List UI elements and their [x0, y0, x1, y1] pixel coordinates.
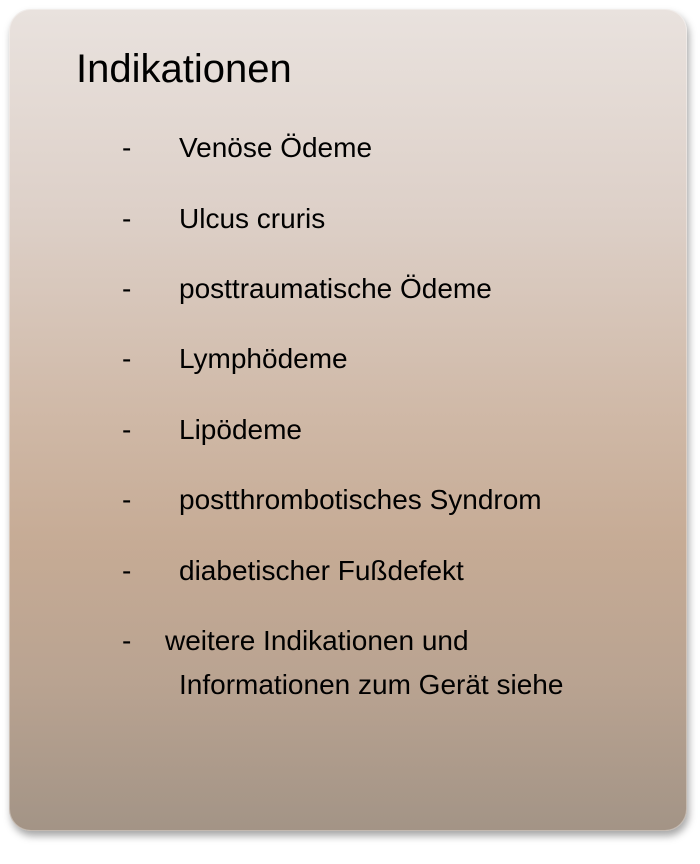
list-item-text: Lymphödeme [179, 343, 348, 374]
list-item-text: diabetischer Fußdefekt [179, 555, 464, 586]
list-item-text: Venöse Ödeme [179, 132, 373, 163]
list-item-continuation: Informationen zum Gerät siehe [179, 669, 564, 700]
indications-card [9, 9, 687, 831]
list-item-text: postthrombotisches Syndrom [179, 484, 542, 515]
list-item-text: posttraumatische Ödeme [179, 273, 492, 304]
bullet-dash: - [122, 203, 132, 234]
bullet-dash: - [122, 273, 132, 304]
bullet-dash: - [122, 343, 132, 374]
bullet-dash: - [122, 132, 132, 163]
bullet-dash: - [122, 414, 132, 445]
list-item-text: weitere Indikationen und [165, 625, 469, 656]
list-item-text: Lipödeme [179, 414, 302, 445]
bullet-dash: - [122, 484, 132, 515]
card-title: Indikationen [76, 47, 292, 91]
bullet-dash: - [122, 625, 132, 656]
bullet-dash: - [122, 555, 132, 586]
list-item-text: Ulcus cruris [179, 203, 326, 234]
